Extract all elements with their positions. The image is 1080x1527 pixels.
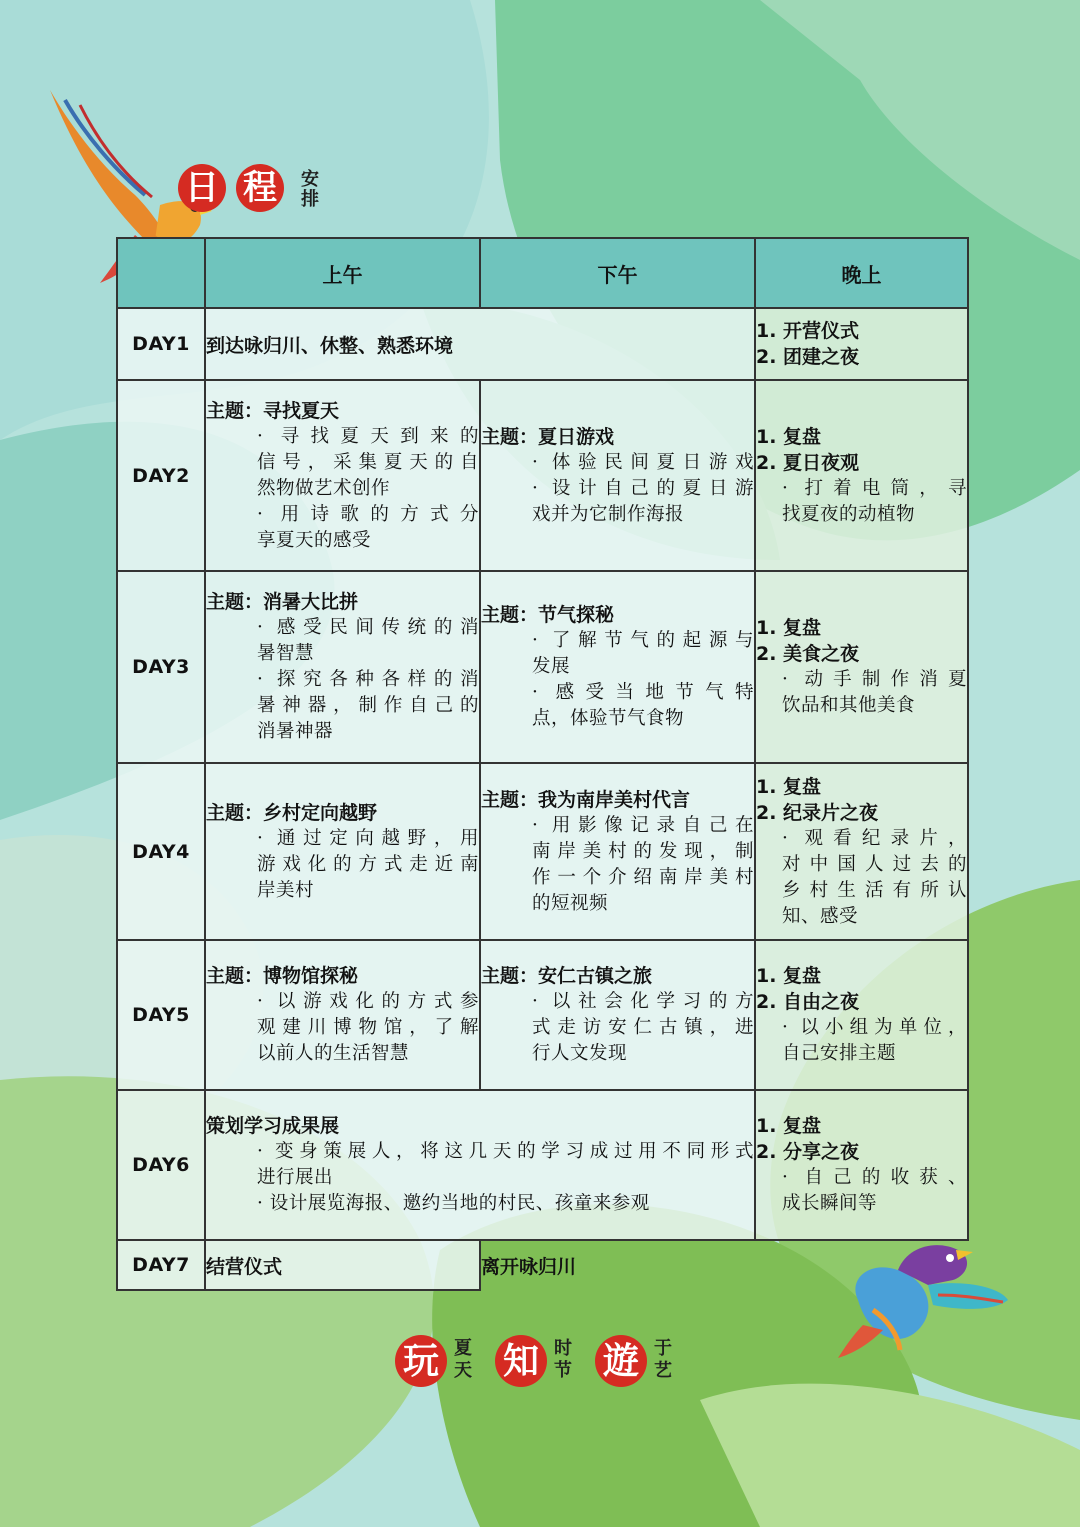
day-label: DAY4: [117, 763, 205, 940]
activity-line: · 以游戏化的方式参: [257, 991, 479, 1012]
evening-item: 1. 复盘: [756, 617, 822, 639]
activity-line: 然物做艺术创作: [257, 477, 391, 499]
header-evening: 晚上: [755, 238, 968, 308]
evening-line: 自己安排主题: [782, 1043, 897, 1064]
day-label: DAY2: [117, 380, 205, 571]
day-label: DAY6: [117, 1090, 205, 1240]
day6-evening-cell: [755, 1090, 968, 1240]
evening-line: · 动手制作消夏: [782, 669, 967, 690]
activity-line: 暑智慧: [257, 643, 315, 664]
evening-line: 饮品和其他美食: [782, 695, 916, 716]
header-row: [117, 238, 968, 308]
evening-line: 找夏夜的动植物: [782, 503, 916, 525]
slogan-small: 节: [554, 1360, 572, 1381]
schedule-table: [116, 237, 969, 1291]
evening-line: · 以小组为单位，: [782, 1017, 967, 1038]
table-row: [117, 1090, 968, 1240]
evening-item: 2. 团建之夜: [756, 346, 860, 368]
activity-line: 南岸美村的发现，制: [532, 840, 754, 862]
activity-line: 进行展出: [257, 1167, 334, 1188]
slogan-small: 夏: [454, 1338, 472, 1359]
evening-item: 1. 复盘: [756, 775, 822, 798]
header-morning: 上午: [205, 238, 480, 308]
activity-line: · 设计展览海报、邀约当地的村民、孩童来参观: [257, 1193, 650, 1214]
activity-line: 点，体验节气食物: [532, 708, 685, 729]
activity-line: · 了解节气的起源与: [532, 630, 754, 651]
table-row: [117, 763, 968, 940]
evening-item: 1. 复盘: [756, 425, 822, 448]
day7-morning-text: 结营仪式: [206, 1255, 283, 1278]
evening-item: 2. 美食之夜: [756, 643, 860, 665]
activity-line: 消暑神器: [257, 721, 334, 742]
header-corner: [117, 238, 205, 308]
activity-line: · 寻找夏天到来的: [257, 425, 479, 447]
activity-line: 暑神器，制作自己的: [257, 695, 479, 716]
evening-line: · 自己的收获、: [782, 1167, 967, 1188]
evening-line: · 打着电筒，寻: [782, 477, 967, 499]
activity-line: · 感受当地节气特: [532, 682, 754, 703]
table-row: [117, 571, 968, 763]
activity-theme: 策划学习成果展: [206, 1115, 340, 1137]
activity-line: 游戏化的方式走近南: [257, 853, 479, 875]
activity-theme: 主题：乡村定向越野: [206, 801, 378, 824]
slogan-char-zhi: 知: [495, 1335, 547, 1387]
footer-slogan: [395, 1333, 695, 1389]
activity-line: 行人文发现: [532, 1043, 628, 1064]
activity-line: · 设计自己的夏日游: [532, 477, 754, 499]
activity-theme: 主题：我为南岸美村代言: [481, 788, 691, 811]
activity-line: 发展: [532, 656, 571, 677]
activity-line: 的短视频: [532, 892, 609, 914]
header-afternoon: 下午: [480, 238, 755, 308]
day-label: DAY5: [117, 940, 205, 1090]
table-row: [117, 308, 968, 380]
title-char-ri: 日: [178, 164, 226, 212]
evening-item: 1. 复盘: [756, 965, 822, 987]
day5-morning-cell: [205, 940, 480, 1090]
activity-theme: 主题：寻找夏天: [206, 399, 340, 422]
activity-line: 式走访安仁古镇，进: [532, 1017, 754, 1038]
table-row: [117, 940, 968, 1090]
activity-theme: 主题：博物馆探秘: [206, 965, 359, 987]
evening-item: 1. 复盘: [756, 1115, 822, 1137]
activity-line: 信号，采集夏天的自: [257, 451, 479, 473]
bird-icon: [838, 1240, 1013, 1360]
evening-line: 对中国人过去的: [782, 853, 967, 875]
day3-evening-cell: [755, 571, 968, 763]
activity-line: · 通过定向越野，用: [257, 827, 479, 849]
evening-item: 2. 纪录片之夜: [756, 801, 879, 824]
day4-evening-cell: [755, 763, 968, 940]
day-label: DAY1: [117, 308, 205, 380]
evening-item: 2. 自由之夜: [756, 991, 860, 1013]
day2-evening-cell: [755, 380, 968, 571]
day6-daytime-cell: [205, 1090, 755, 1240]
day-label: DAY3: [117, 571, 205, 763]
day5-afternoon-cell: [480, 940, 755, 1090]
day-label: DAY7: [117, 1240, 205, 1290]
day1-daytime-cell: [205, 308, 755, 380]
day1-evening-cell: [755, 308, 968, 380]
activity-line: · 感受民间传统的消: [257, 617, 479, 638]
activity-line: · 体验民间夏日游戏: [532, 451, 754, 473]
day1-daytime-text: 到达咏归川、休整、熟悉环境: [206, 334, 454, 357]
slogan-small: 天: [454, 1360, 472, 1381]
activity-line: 以前人的生活智慧: [257, 1043, 410, 1064]
day3-morning-cell: [205, 571, 480, 763]
slogan-small: 于: [654, 1338, 672, 1359]
slogan-char-you: 遊: [595, 1335, 647, 1387]
activity-theme: 主题：消暑大比拼: [206, 591, 359, 613]
evening-item: 2. 夏日夜观: [756, 451, 860, 474]
title-char-pai: 排: [301, 189, 319, 210]
evening-line: 乡村生活有所认: [782, 879, 967, 901]
activity-theme: 主题：安仁古镇之旅: [481, 965, 653, 987]
activity-theme: 主题：夏日游戏: [481, 425, 615, 448]
activity-line: 享夏天的感受: [257, 529, 372, 551]
activity-line: 作一个介绍南岸美村: [532, 866, 754, 888]
activity-line: 戏并为它制作海报: [532, 503, 685, 525]
day2-morning-cell: [205, 380, 480, 571]
slogan-small: 艺: [654, 1360, 672, 1381]
slogan-small: 时: [554, 1338, 572, 1359]
day4-afternoon-cell: [480, 763, 755, 940]
activity-line: · 用诗歌的方式分: [257, 503, 479, 525]
day3-afternoon-cell: [480, 571, 755, 763]
activity-line: · 以社会化学习的方: [532, 991, 754, 1012]
evening-line: 成长瞬间等: [782, 1193, 878, 1214]
activity-theme: 主题：节气探秘: [481, 604, 615, 626]
day2-afternoon-cell: [480, 380, 755, 571]
evening-line: · 观看纪录片，: [782, 827, 967, 849]
activity-line: · 探究各种各样的消: [257, 669, 479, 690]
activity-line: 岸美村: [257, 879, 315, 901]
evening-item: 1. 开营仪式: [756, 320, 860, 342]
table-row: [117, 380, 968, 571]
day5-evening-cell: [755, 940, 968, 1090]
day7-morning-cell: [205, 1240, 480, 1290]
title-char-an: 安: [301, 169, 319, 190]
activity-line: 观建川博物馆，了解: [257, 1017, 479, 1038]
day4-morning-cell: [205, 763, 480, 940]
evening-item: 2. 分享之夜: [756, 1141, 860, 1163]
title-char-cheng: 程: [236, 164, 284, 212]
slogan-char-wan: 玩: [395, 1335, 447, 1387]
activity-line: · 用影像记录自己在: [532, 814, 754, 836]
activity-line: · 变身策展人，将这几天的学习成过用不同形式: [257, 1141, 754, 1162]
evening-line: 知、感受: [782, 905, 859, 927]
day7-afternoon-text: 离开咏归川: [481, 1256, 577, 1278]
